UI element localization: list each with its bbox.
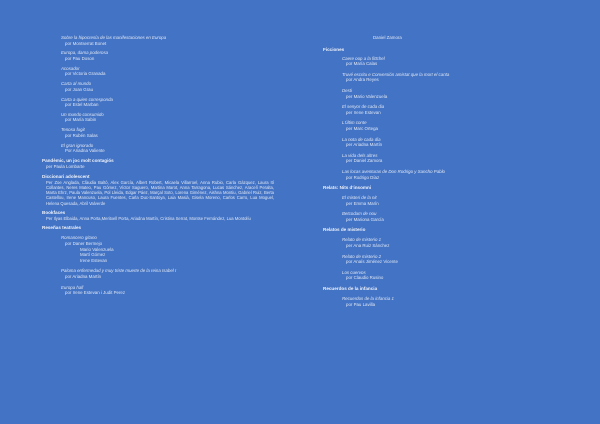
insomni-section bbox=[323, 185, 563, 222]
entry-title: La vida dels altres bbox=[342, 152, 378, 158]
entry bbox=[42, 285, 274, 296]
entry-author: per Ana Ruiz Sánchez bbox=[346, 243, 390, 249]
section-heading: Relats: Nits d'insomni bbox=[323, 185, 372, 191]
entry-author: per Marc Ortega bbox=[346, 125, 378, 131]
entry-author: per Irene Estevan bbox=[346, 109, 381, 115]
section-body: Per Zoe Anglada, Clàudia Baltó, Alex García, Albert Robert, Micaela Villarroel, Anna Rubio, Carla Gázquez, Laura Ití Collantes, Neres Mateo, Pau Gómez, Víctor Saguero, Martina Marot, Anna Tarragona, Lucas Sánchez, Aracelí Peralta, Marta Ehrz, Paula Valenzuela, Pol Lleida, Edgar Páez, Marçal Soto, Lorena Giménez, Aishna Montiu, Gabriel Ruiz, Berta Castellou, Irene Mancuso, Laura Fuentes, Carla Duc-Santoya, Laia Masià, Gisela Moreno, Carlos Carro, Lua Moguel, Helena Quesada, Abril Valverde bbox=[46, 179, 274, 206]
entry bbox=[61, 35, 274, 46]
entry-author: por Rodrigo Díaz bbox=[346, 174, 380, 180]
entry-title: Relato de misterio 1 bbox=[342, 237, 382, 243]
entry bbox=[342, 195, 563, 206]
entry-title: Los cuervos bbox=[342, 269, 366, 275]
entry bbox=[342, 72, 563, 83]
entry-author: Irene Estevan bbox=[80, 257, 108, 263]
entry bbox=[61, 66, 274, 77]
entry-title: Truvé escritu e Conversión amistat que la mort el canta bbox=[342, 71, 450, 77]
entry bbox=[61, 143, 274, 154]
entry bbox=[342, 137, 563, 148]
section-heading: Reseñas teatrales bbox=[42, 225, 82, 231]
entry-author: por Andra Reyes bbox=[346, 77, 379, 83]
entry bbox=[342, 120, 563, 131]
top-author: Daniel Zamora bbox=[373, 35, 402, 40]
entry-author: por Montserrat Bonet bbox=[65, 40, 107, 46]
entry bbox=[61, 50, 274, 61]
entry-author: per Mario Valenzuela bbox=[346, 93, 388, 99]
entry-author: por Victoria Granada bbox=[65, 71, 106, 77]
entry-author: per Ariadna Martín bbox=[346, 142, 383, 148]
entry-title: Acosador bbox=[61, 65, 80, 71]
entry-author: por María Sabin bbox=[65, 117, 97, 123]
entry-author: por Rubén Salas bbox=[65, 132, 98, 138]
infancia-section bbox=[323, 286, 563, 307]
section-heading: Relatos de misterio bbox=[323, 227, 366, 233]
entry bbox=[61, 81, 274, 92]
resenas-section bbox=[42, 225, 274, 295]
entry-author: por Pau Doson bbox=[65, 55, 95, 61]
pandemic-section bbox=[42, 158, 274, 170]
entry-title: Las locas aventuras de Don Rodrigo y Sancho Pablo bbox=[342, 168, 445, 174]
entry-title: Betcodam de nou bbox=[342, 211, 377, 217]
entry bbox=[342, 254, 563, 265]
entry-title: Europa hall bbox=[61, 284, 84, 290]
entry-title: La nota de cada dia bbox=[342, 136, 381, 142]
entry bbox=[42, 235, 274, 263]
entry-list bbox=[323, 296, 563, 307]
entry bbox=[342, 104, 563, 115]
section-heading: Diccionari adolescent bbox=[42, 173, 90, 179]
entry-title: Carta a quien corresponda bbox=[61, 96, 113, 102]
entry-title: Tenosa fugit bbox=[61, 127, 85, 133]
entry-author: por Pau Lavilla bbox=[346, 301, 376, 307]
entry-title: Europa, dama poderosa bbox=[61, 50, 109, 56]
right-column bbox=[323, 0, 563, 307]
entry-title: Relato de misterio 2 bbox=[342, 253, 382, 259]
entry bbox=[342, 211, 563, 222]
entry-title: Sobre la hipocresía de las manifestaciones en Europa bbox=[61, 35, 167, 40]
entry-author: Por Ariadna Valiente bbox=[65, 148, 105, 154]
entry-author: por Irene Estevan i Judit Perez bbox=[65, 290, 126, 296]
section-author: per Paula Lombarte bbox=[46, 164, 85, 169]
entry bbox=[61, 127, 274, 138]
entry-author: por Claudio Rusino bbox=[346, 275, 384, 281]
section-body: Per Ilyas Elbaida, Anna Porta,Meritxell Porta, Ariadna Martín, Cristina Serrat, Montse Fernández, Lua Montolíu bbox=[46, 216, 251, 222]
entry-list bbox=[42, 35, 274, 154]
entry-author: per Emma Marín bbox=[346, 200, 379, 206]
entry-title: Romancero gitano bbox=[61, 235, 97, 241]
entry-author: por Anaís Jiménez Vicente bbox=[346, 259, 398, 265]
ficciones-section bbox=[323, 47, 563, 181]
entry bbox=[342, 169, 563, 180]
entry-author: per Daniel Zamora bbox=[346, 158, 383, 164]
entry-author: por Joan Grau bbox=[65, 86, 94, 92]
entry bbox=[42, 268, 274, 279]
section-heading: Recuerdos de la infancia bbox=[323, 286, 378, 292]
diccionari-section bbox=[42, 174, 274, 206]
entry bbox=[342, 237, 563, 248]
entry bbox=[61, 97, 274, 108]
bookfaces-section bbox=[42, 210, 274, 221]
entry-title: El misteri de la nit bbox=[342, 195, 377, 201]
entry-author: por María Calas bbox=[346, 61, 378, 67]
entry bbox=[61, 112, 274, 123]
entry-title: Un mundo consumido bbox=[61, 111, 104, 117]
entry-author: por Estel Marban bbox=[65, 102, 99, 108]
misterio-section bbox=[323, 227, 563, 281]
entry bbox=[342, 270, 563, 281]
entry-author: por Ariadna Martín bbox=[65, 273, 102, 279]
entry-list bbox=[323, 56, 563, 181]
entry-list bbox=[323, 237, 563, 281]
entry-author: per Mariona García bbox=[346, 216, 384, 222]
section-heading: Pandèmic, un joc molt contagiós bbox=[42, 158, 114, 163]
entry-title: L'últim conte bbox=[342, 120, 367, 126]
entry-list bbox=[323, 195, 563, 222]
left-column bbox=[42, 0, 274, 296]
entry-title: Desti bbox=[342, 87, 353, 93]
entry-author: por Daner Bermejo bbox=[65, 240, 103, 246]
entry bbox=[342, 296, 563, 307]
entry-title: El senyor de cada dia bbox=[342, 104, 385, 110]
entry-author: Mario Valenzuela bbox=[80, 246, 114, 252]
entry bbox=[342, 153, 563, 164]
entry-title: Caere oop a la fittchel bbox=[342, 55, 385, 61]
entry-title: El gran ignorado bbox=[61, 142, 94, 148]
entry bbox=[342, 56, 563, 67]
section-heading: Bookfaces bbox=[42, 210, 66, 216]
section-heading: Ficciones bbox=[323, 46, 345, 52]
entry-title: Paloma enfermedad y muy triste muerte de la reina Isabel I bbox=[61, 268, 177, 274]
entry-author: Martí Gómez bbox=[80, 252, 106, 258]
entry bbox=[342, 88, 563, 99]
entry-title: Recuerdos de la infancia 1 bbox=[342, 296, 394, 302]
entry-title: Carta al mundo bbox=[61, 81, 92, 87]
